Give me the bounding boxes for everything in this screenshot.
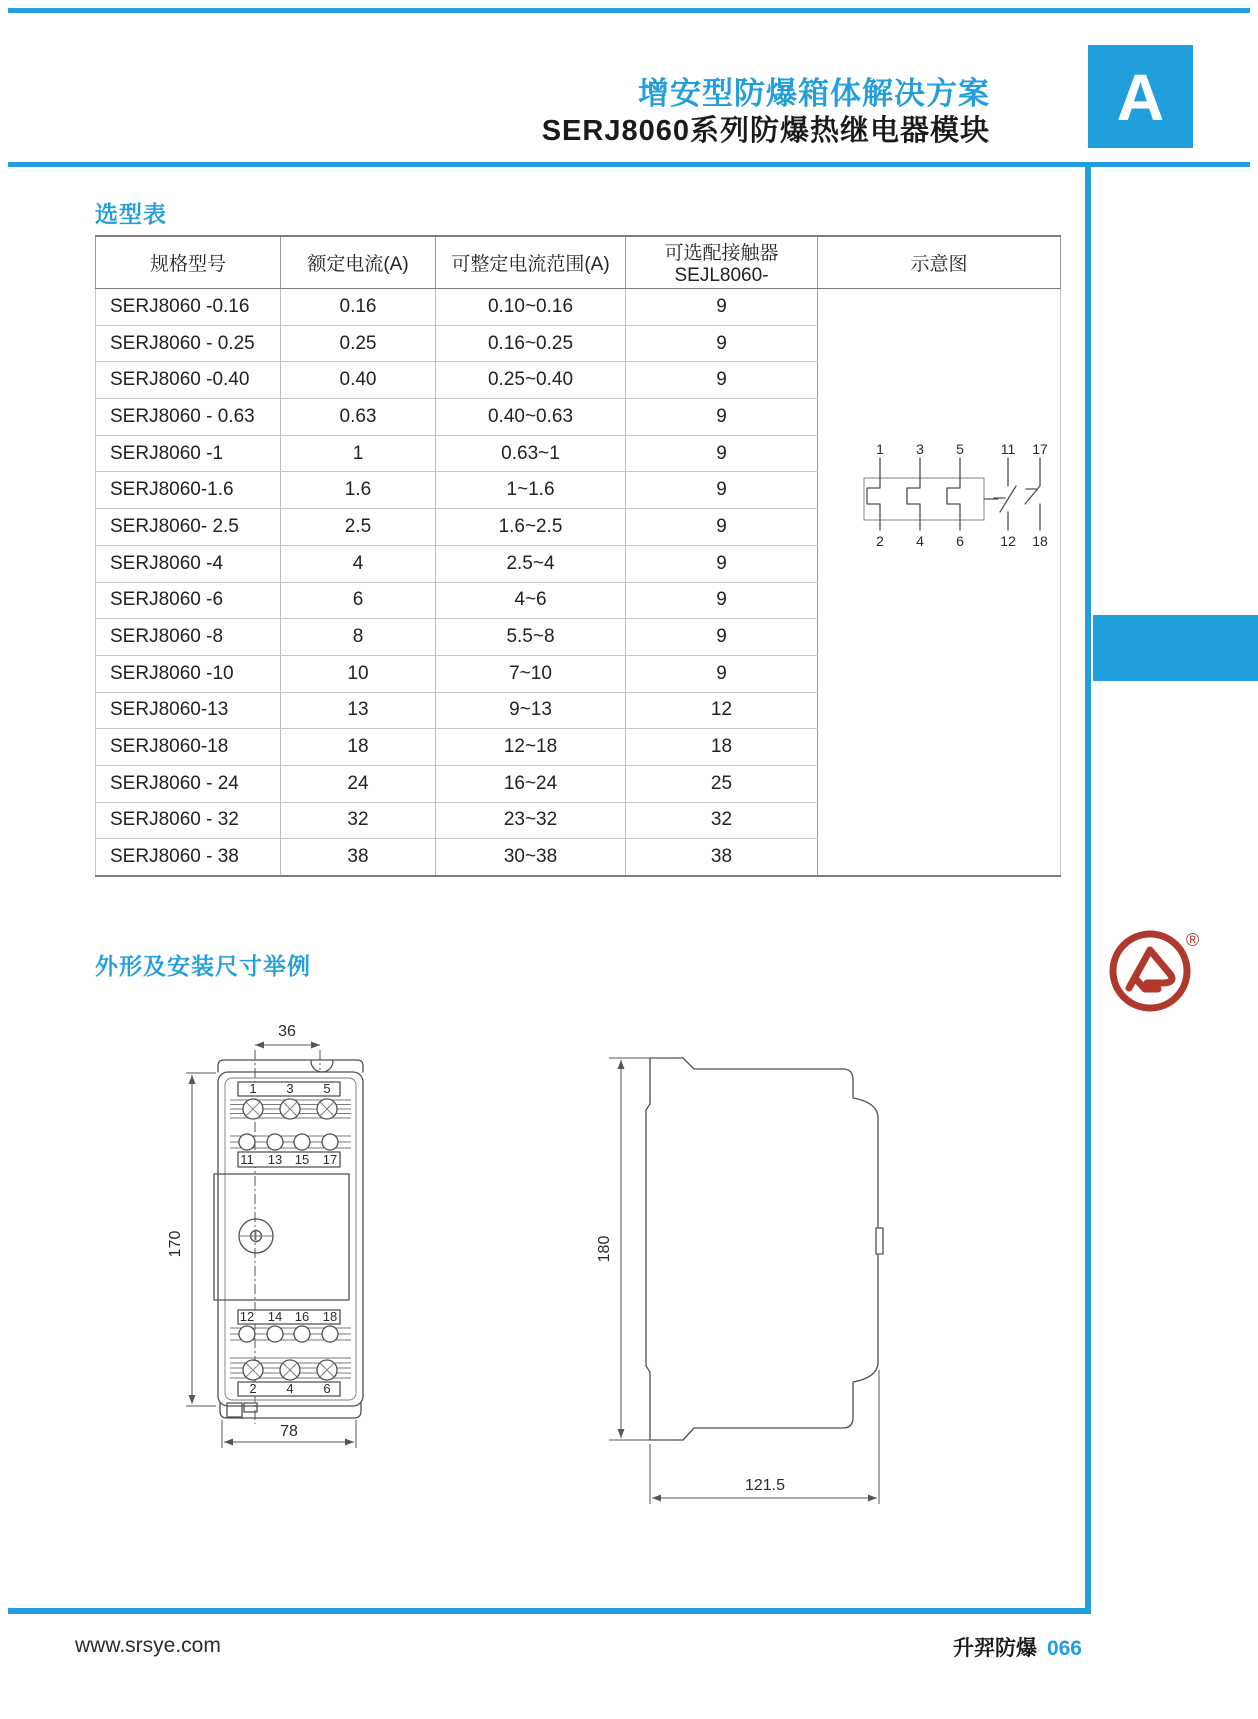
selection-table <box>95 235 1060 877</box>
cell-rated: 2.5 <box>281 509 436 546</box>
footer-brand-block <box>953 1632 1082 1662</box>
dim-36-label: 36 <box>278 1023 296 1040</box>
cell-model: SERJ8060 -10 <box>96 655 281 692</box>
table-row <box>96 619 1061 656</box>
cell-diagram-space <box>818 325 1061 362</box>
dial-cross <box>239 1229 273 1243</box>
strip-label: 6 <box>323 1381 331 1396</box>
table-header-row <box>96 236 1061 289</box>
cell-rated: 0.63 <box>281 399 436 436</box>
table-row <box>96 545 1061 582</box>
thermal-element-box <box>864 478 984 520</box>
table-header <box>96 236 1061 289</box>
strip-label: 17 <box>322 1152 338 1167</box>
cell-model: SERJ8060-1.6 <box>96 472 281 509</box>
col-rated-current: 额定电流(A) <box>281 236 436 289</box>
cell-range: 16~24 <box>436 765 626 802</box>
cell-model: SERJ8060 -6 <box>96 582 281 619</box>
cell-model: SERJ8060 - 24 <box>96 765 281 802</box>
side-dim-121-5 <box>650 1370 879 1504</box>
front-upper-hole-row <box>230 1134 351 1150</box>
cell-contactor: 9 <box>626 362 818 399</box>
cell-contactor: 9 <box>626 582 818 619</box>
terminal-label: 2 <box>876 533 884 549</box>
cell-range: 0.10~0.16 <box>436 289 626 326</box>
front-bottom-screw-row <box>230 1358 351 1380</box>
cell-model: SERJ8060 -4 <box>96 545 281 582</box>
table-row <box>96 802 1061 839</box>
table-row <box>96 399 1061 436</box>
terminal-label: 12 <box>1000 533 1016 549</box>
terminal-label: 5 <box>956 442 964 457</box>
cell-contactor: 12 <box>626 692 818 729</box>
cell-model: SERJ8060-13 <box>96 692 281 729</box>
cell-range: 7~10 <box>436 655 626 692</box>
strip-label: 14 <box>267 1309 283 1324</box>
thermal-element-pole3 <box>947 458 960 530</box>
cell-range: 23~32 <box>436 802 626 839</box>
table-row <box>96 325 1061 362</box>
selection-table-grid <box>95 235 1061 877</box>
schematic-top-terminal-labels <box>876 442 1048 457</box>
no-contact-17-18 <box>1025 458 1040 530</box>
logo-circle <box>1113 934 1187 1008</box>
cell-rated: 38 <box>281 839 436 876</box>
page-subtitle: SERJ8060系列防爆热继电器模块 <box>541 115 990 147</box>
front-terminal-strip-135 <box>238 1081 340 1096</box>
cell-range: 9~13 <box>436 692 626 729</box>
strip-label: 13 <box>267 1152 283 1167</box>
cell-contactor: 9 <box>626 619 818 656</box>
side-view-drawing <box>545 1012 895 1512</box>
registered-trademark-mark: ® <box>1186 930 1200 950</box>
strip-label: 12 <box>239 1309 255 1324</box>
dim-180-label: 180 <box>596 1235 613 1263</box>
strip-label: 4 <box>286 1381 294 1396</box>
logo-mark <box>1129 950 1172 989</box>
terminal-label: 18 <box>1032 533 1048 549</box>
cell-rated: 0.40 <box>281 362 436 399</box>
nc-contact-11-12 <box>994 458 1016 530</box>
table-row <box>96 582 1061 619</box>
page-number: 066 <box>1046 1637 1082 1660</box>
cell-diagram-space <box>818 765 1061 802</box>
cell-contactor: 9 <box>626 325 818 362</box>
cell-range: 0.25~0.40 <box>436 362 626 399</box>
cell-range: 4~6 <box>436 582 626 619</box>
cell-model: SERJ8060-18 <box>96 729 281 766</box>
cell-diagram-space <box>818 545 1061 582</box>
selection-table-title: 选型表 <box>95 201 167 227</box>
cell-rated: 24 <box>281 765 436 802</box>
strip-label: 1 <box>249 1081 257 1096</box>
header-underline <box>8 162 1250 167</box>
dim-170-label: 170 <box>167 1230 184 1258</box>
cell-model: SERJ8060 - 0.25 <box>96 325 281 362</box>
cell-model: SERJ8060- 2.5 <box>96 509 281 546</box>
cell-range: 30~38 <box>436 839 626 876</box>
front-terminal-strip-246 <box>238 1381 340 1396</box>
front-terminal-strip-11131517 <box>238 1152 340 1167</box>
strip-label: 3 <box>286 1081 294 1096</box>
cell-diagram-space <box>818 619 1061 656</box>
cell-model: SERJ8060 - 38 <box>96 839 281 876</box>
schematic-bottom-terminal-labels <box>876 533 1048 549</box>
website-url: www.srsye.com <box>75 1634 221 1657</box>
cell-range: 1.6~2.5 <box>436 509 626 546</box>
page-title: 增安型防爆箱体解决方案 <box>638 76 990 111</box>
cell-rated: 13 <box>281 692 436 729</box>
cell-rated: 8 <box>281 619 436 656</box>
strip-label: 16 <box>294 1309 310 1324</box>
cell-rated: 0.16 <box>281 289 436 326</box>
cell-rated: 1 <box>281 435 436 472</box>
top-border-line <box>8 8 1250 13</box>
cell-range: 0.40~0.63 <box>436 399 626 436</box>
front-view-drawing <box>150 1012 385 1462</box>
front-top-screw-row <box>230 1099 351 1119</box>
cell-contactor: 32 <box>626 802 818 839</box>
dim-180-extensions <box>609 1058 675 1440</box>
cell-contactor: 9 <box>626 545 818 582</box>
strip-label: 2 <box>249 1381 257 1396</box>
col-setting-range: 可整定电流范围(A) <box>436 236 626 289</box>
table-row <box>96 289 1061 326</box>
footer-rule <box>8 1608 1091 1614</box>
body-inner-outline <box>225 1078 356 1400</box>
side-profile-outline <box>646 1058 878 1440</box>
table-row <box>96 655 1061 692</box>
front-center-panel <box>214 1174 349 1300</box>
dim-121-label: 121.5 <box>744 1477 786 1494</box>
cell-rated: 1.6 <box>281 472 436 509</box>
cell-diagram-space <box>818 692 1061 729</box>
terminal-label: 17 <box>1032 442 1048 457</box>
strip-label: 18 <box>322 1309 338 1324</box>
terminal-label: 6 <box>956 533 964 549</box>
strip-label: 15 <box>294 1152 310 1167</box>
right-edge-tab <box>1093 615 1258 681</box>
cell-contactor: 25 <box>626 765 818 802</box>
terminal-label: 1 <box>876 442 884 457</box>
cell-contactor: 9 <box>626 435 818 472</box>
cell-range: 0.63~1 <box>436 435 626 472</box>
panel-rect <box>214 1174 349 1300</box>
strip-label: 5 <box>323 1081 331 1096</box>
cell-rated: 4 <box>281 545 436 582</box>
front-dim-78 <box>222 1420 356 1448</box>
cell-diagram-space <box>818 289 1061 326</box>
mounting-ear <box>311 1061 333 1072</box>
logo-hook <box>1147 974 1172 983</box>
front-terminal-strip-12141618 <box>238 1309 340 1324</box>
cell-diagram-space <box>818 399 1061 436</box>
dim-170-extensions <box>186 1073 216 1406</box>
side-clip-tab <box>876 1228 883 1254</box>
table-row <box>96 692 1061 729</box>
cell-rated: 18 <box>281 729 436 766</box>
col-model: 规格型号 <box>96 236 281 289</box>
dim-78-label: 78 <box>280 1423 298 1440</box>
table-row <box>96 839 1061 876</box>
table-body <box>96 289 1061 877</box>
cell-contactor: 18 <box>626 729 818 766</box>
col-diagram: 示意图 <box>818 236 1061 289</box>
cell-diagram-space <box>818 655 1061 692</box>
front-base <box>220 1403 361 1418</box>
col-contactor: 可选配接触器SEJL8060- <box>626 236 818 289</box>
cell-rated: 10 <box>281 655 436 692</box>
cell-diagram-space <box>818 582 1061 619</box>
side-dim-180 <box>596 1058 675 1440</box>
table-row <box>96 362 1061 399</box>
cell-contactor: 9 <box>626 472 818 509</box>
cell-range: 0.16~0.25 <box>436 325 626 362</box>
cell-model: SERJ8060 - 0.63 <box>96 399 281 436</box>
cell-range: 5.5~8 <box>436 619 626 656</box>
cell-rated: 32 <box>281 802 436 839</box>
cell-model: SERJ8060 -8 <box>96 619 281 656</box>
screw-terminals <box>243 1099 337 1119</box>
cell-model: SERJ8060 -0.16 <box>96 289 281 326</box>
cell-rated: 0.25 <box>281 325 436 362</box>
cell-contactor: 9 <box>626 655 818 692</box>
terminal-label: 4 <box>916 533 924 549</box>
cell-diagram-space <box>818 802 1061 839</box>
cell-model: SERJ8060 -0.40 <box>96 362 281 399</box>
base-outline <box>220 1403 361 1418</box>
table-row <box>96 765 1061 802</box>
cell-diagram-space <box>818 362 1061 399</box>
footer-brand: 升羿防爆 <box>952 1637 1037 1660</box>
screw-terminals <box>243 1360 337 1380</box>
cell-range: 1~1.6 <box>436 472 626 509</box>
thermal-element-pole1 <box>867 458 880 530</box>
strip-label: 11 <box>240 1152 254 1167</box>
cell-model: SERJ8060 -1 <box>96 435 281 472</box>
cell-diagram-space <box>818 839 1061 876</box>
cell-contactor: 38 <box>626 839 818 876</box>
front-lower-hole-row <box>230 1326 351 1342</box>
top-cap <box>218 1060 363 1072</box>
thermal-elements <box>864 458 984 530</box>
cell-model: SERJ8060 - 32 <box>96 802 281 839</box>
cell-contactor: 9 <box>626 399 818 436</box>
dimensions-section-title: 外形及安装尺寸举例 <box>95 953 311 979</box>
cell-contactor: 9 <box>626 289 818 326</box>
right-vertical-rule <box>1085 167 1091 1610</box>
table-row <box>96 729 1061 766</box>
section-tab <box>1088 45 1193 148</box>
terminal-label: 11 <box>1000 442 1016 457</box>
cell-rated: 6 <box>281 582 436 619</box>
cell-range: 12~18 <box>436 729 626 766</box>
cell-range: 2.5~4 <box>436 545 626 582</box>
section-tab-letter: A <box>1116 59 1165 134</box>
cell-diagram-space <box>818 729 1061 766</box>
cell-contactor: 9 <box>626 509 818 546</box>
thermal-element-pole2 <box>907 458 920 530</box>
terminal-label: 3 <box>916 442 924 457</box>
auxiliary-contacts <box>984 458 1040 530</box>
din-clip <box>227 1403 242 1417</box>
front-dim-170 <box>167 1073 216 1406</box>
wiring-schematic <box>858 442 1048 550</box>
